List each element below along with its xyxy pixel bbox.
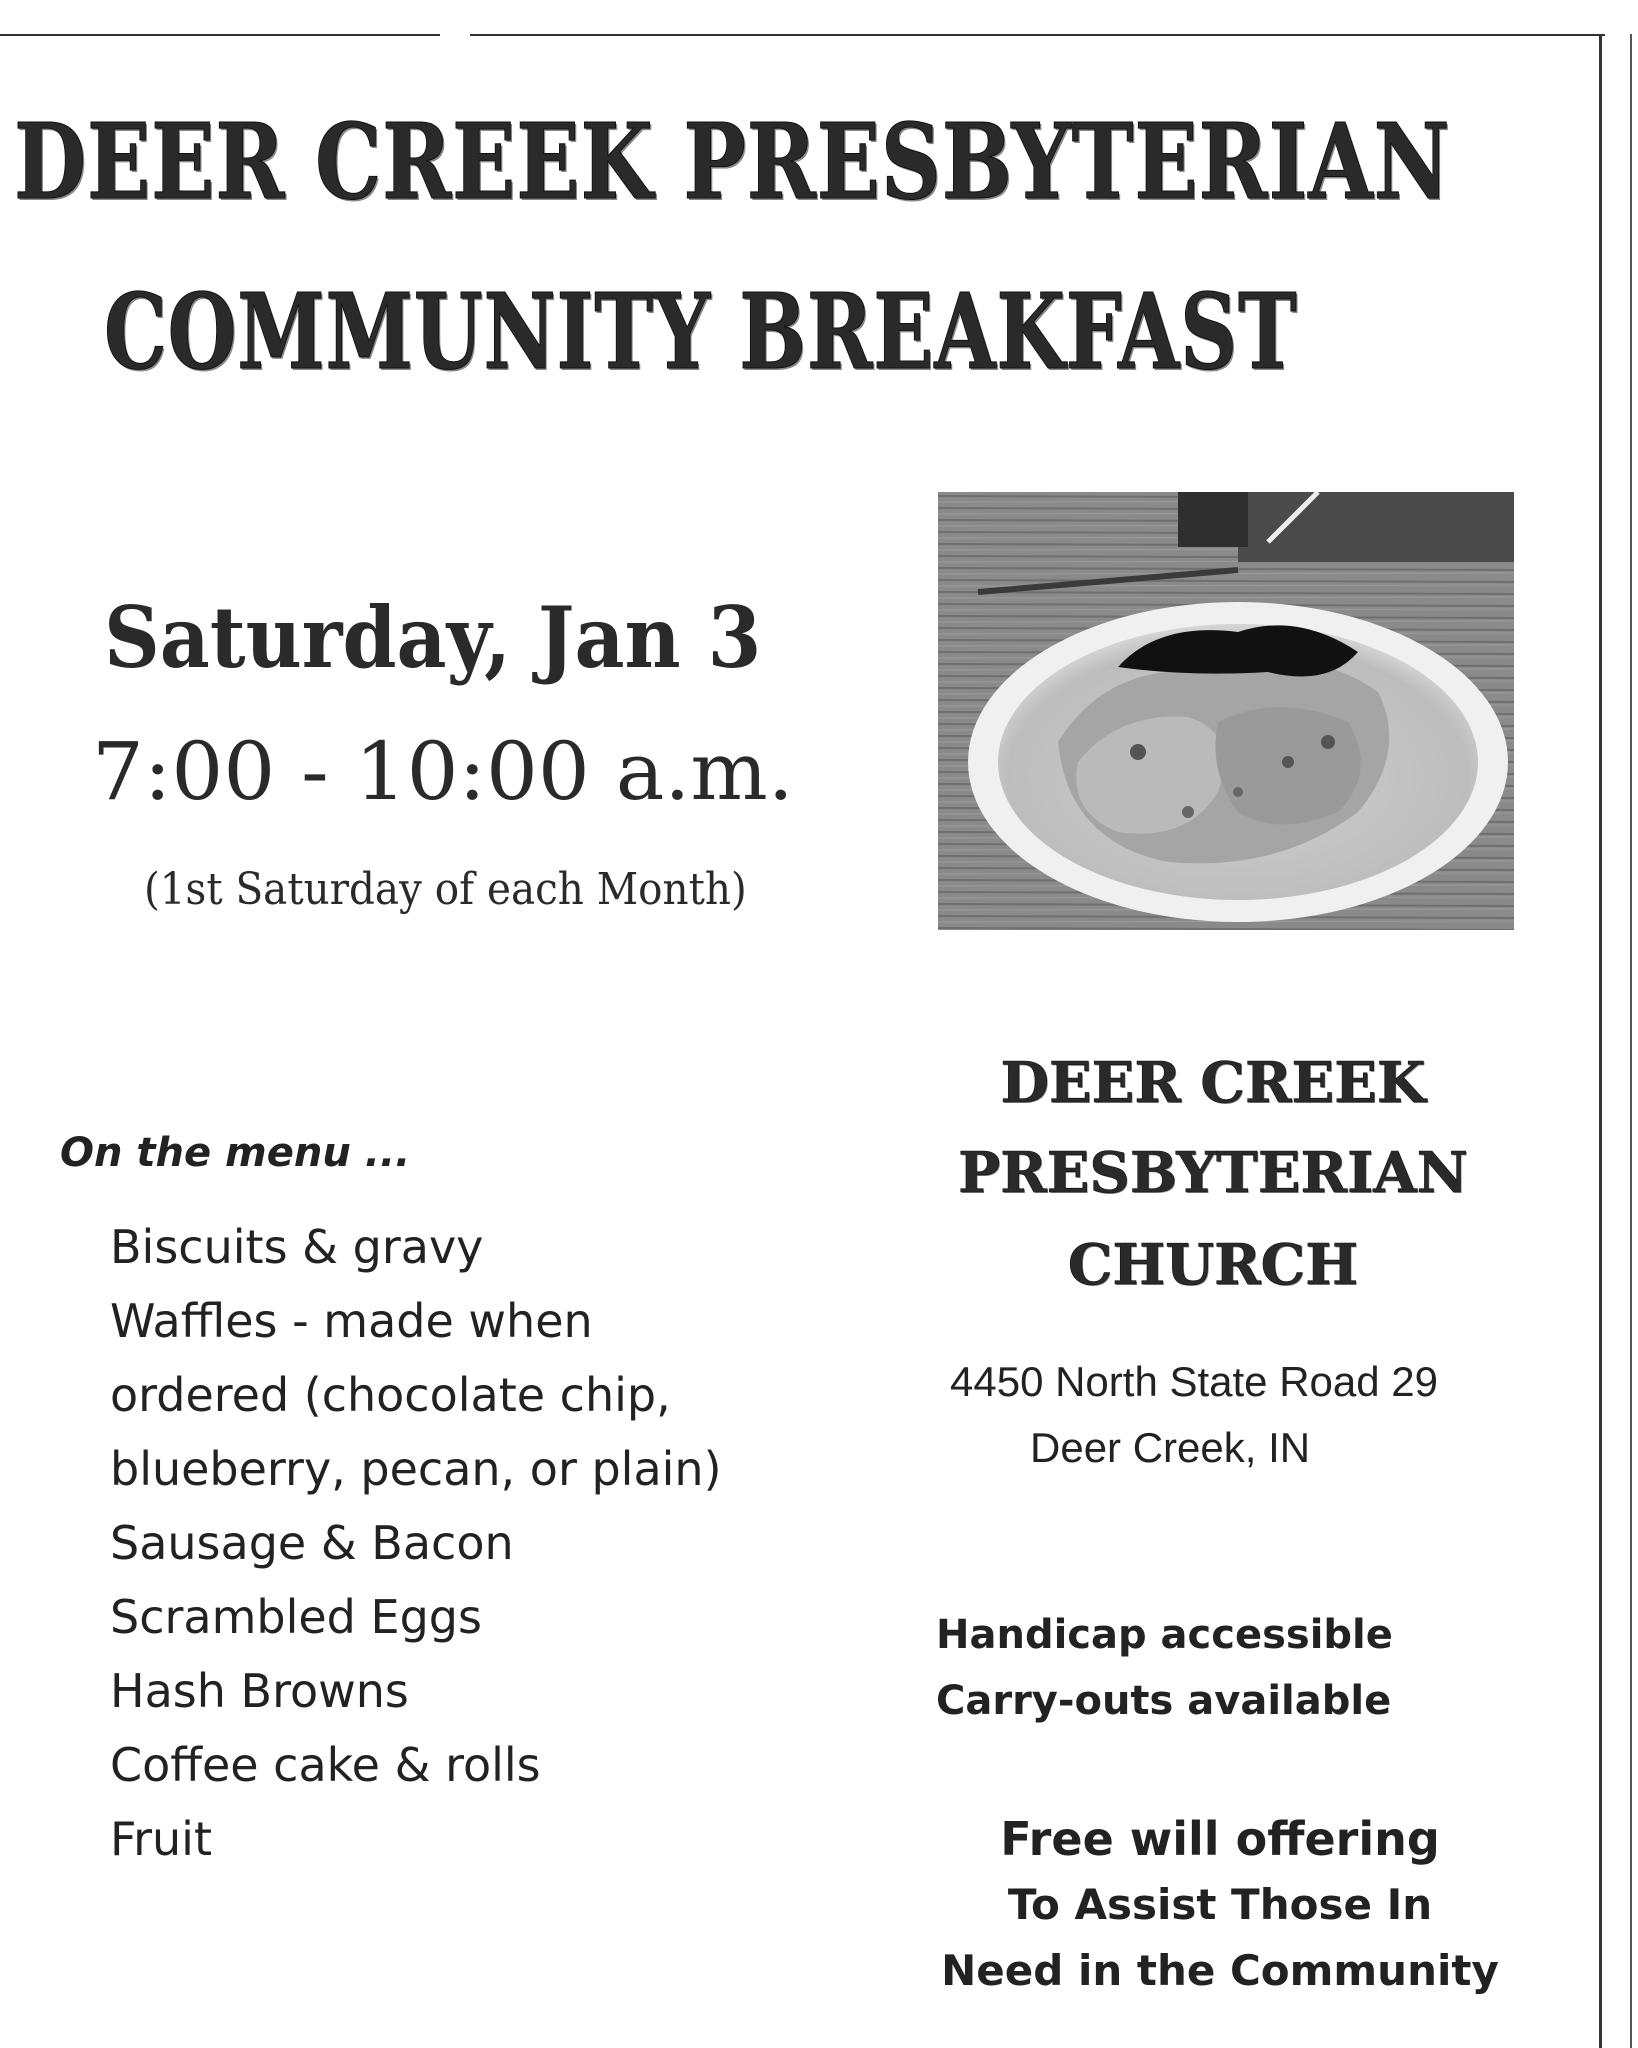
breakfast-plate-photo	[938, 492, 1514, 930]
border-gap	[440, 30, 470, 40]
offering-note-line2: To Assist Those In	[1007, 1880, 1433, 1929]
menu-item: Biscuits & gravy	[110, 1220, 484, 1274]
offering-note-line1: Free will offering	[1000, 1812, 1440, 1866]
menu-item: Hash Browns	[110, 1664, 409, 1718]
menu-item-continued: blueberry, pecan, or plain)	[110, 1442, 722, 1496]
page-border-right	[1599, 34, 1602, 2048]
carryout-note: Carry-outs available	[936, 1678, 1392, 1724]
page-border-top	[0, 34, 1605, 36]
flyer-title-line1: DEER CREEK PRESBYTERIAN	[14, 100, 1451, 223]
church-name-line1: DEER CREEK	[1000, 1050, 1426, 1116]
page-border-right-outer	[1630, 34, 1632, 2048]
church-name-line3: CHURCH	[1067, 1232, 1359, 1298]
menu-list	[110, 1210, 722, 1876]
event-date: Saturday, Jan 3	[104, 588, 762, 687]
flyer-title-line2: COMMUNITY BREAKFAST	[104, 270, 1298, 393]
menu-item: Coffee cake & rolls	[110, 1738, 541, 1792]
event-frequency: (1st Saturday of each Month)	[144, 864, 747, 915]
church-address-city: Deer Creek, IN	[1030, 1424, 1311, 1471]
menu-item: Waffles - made when	[110, 1294, 593, 1348]
accessibility-note: Handicap accessible	[936, 1612, 1393, 1658]
church-name-line2: PRESBYTERIAN	[958, 1140, 1468, 1206]
menu-heading: On the menu ...	[60, 1130, 411, 1176]
menu-item: Sausage & Bacon	[110, 1516, 514, 1570]
menu-item-continued: ordered (chocolate chip,	[110, 1368, 671, 1422]
event-time: 7:00 - 10:00 a.m.	[92, 725, 794, 818]
breakfast-plate-illustration	[938, 492, 1514, 930]
menu-item: Scrambled Eggs	[110, 1590, 482, 1644]
offering-note-line3: Need in the Community	[941, 1946, 1499, 1995]
menu-item: Fruit	[110, 1812, 212, 1866]
church-address-street: 4450 North State Road 29	[950, 1358, 1439, 1405]
